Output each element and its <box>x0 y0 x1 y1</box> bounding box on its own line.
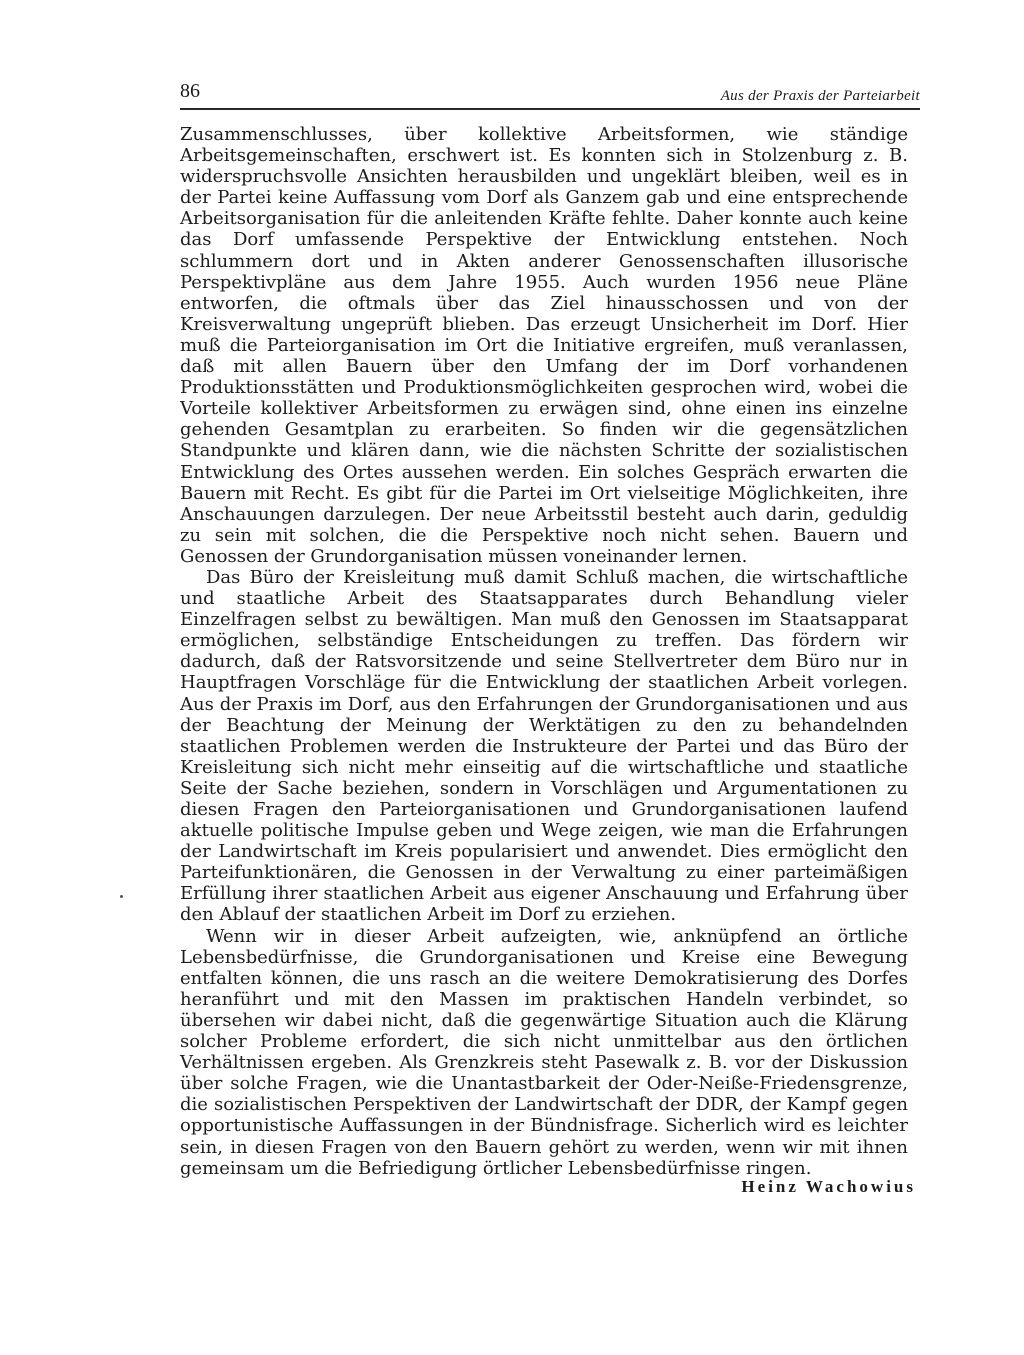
page-number: 86 <box>180 80 200 102</box>
article-body <box>180 124 908 1179</box>
author-signature: Heinz Wachowius <box>741 1177 916 1196</box>
margin-dot <box>120 895 123 898</box>
header-rule <box>180 108 920 110</box>
paragraph-2: Das Büro der Kreisleitung muß damit Schluß machen, die wirtschaftliche und staatliche Arbeit des Staatsapparates durch Behandlung vieler Einzelfragen selbst zu bewältigen. Man muß den Genossen im Staatsapparat ermöglichen, selbständige Entscheidungen zu treffen. Das fördern wir dadurch, daß der Ratsvorsitzende und seine Stellvertreter dem Büro nur in Hauptfragen Vorschläge für die Entwicklung der staatlichen Arbeit vorlegen. Aus der Praxis im Dorf, aus den Erfahrungen der Grundorganisationen und aus der Beachtung der Meinung der Werktätigen zu den zu behandelnden staatlichen Problemen werden die Instrukteure der Partei und das Büro der Kreisleitung sich nicht mehr einseitig auf die wirtschaftliche und staatliche Seite der Sache beziehen, sondern in Vorschlägen und Argumentationen zu diesen Fragen den Parteiorganisationen und Grundorganisationen laufend aktuelle politische Impulse geben und Wege zeigen, wie man die Erfahrungen der Landwirtschaft im Kreis popularisiert und anwendet. Dies ermöglicht den Parteifunktionären, die Genossen in der Verwaltung zu einer parteimäßigen Erfüllung ihrer staatlichen Arbeit aus eigener Anschauung und Erfahrung über den Ablauf der staatlichen Arbeit im Dorf zu erziehen. <box>180 566 908 926</box>
running-head: Aus der Praxis der Parteiarbeit <box>720 88 920 104</box>
paragraph-3: Wenn wir in dieser Arbeit aufzeigten, wie, anknüpfend an örtliche Lebensbedürfnisse, die Grundorganisationen und Kreise eine Bewegung entfalten können, die uns rasch an die weitere Demokratisierung des Dorfes heranführt und mit den Massen im praktischen Handeln verbindet, so übersehen wir dabei nicht, daß die gegenwärtige Situation auch die Klärung solcher Probleme erfordert, die sich nicht unmittelbar aus den örtlichen Verhältnissen ergeben. Als Grenzkreis steht Pasewalk z. B. vor der Diskussion über solche Fragen, wie die Unantastbarkeit der Oder-Neiße-Friedensgrenze, die sozialistischen Perspektiven der Landwirtschaft der DDR, der Kampf gegen opportunistische Auffassungen in der Bündnisfrage. Sicherlich wird es leichter sein, in diesen Fragen von den Bauern gehört zu werden, wenn wir mit ihnen gemeinsam um die Befriedigung örtlicher Lebensbedürfnisse ringen. <box>180 925 908 1179</box>
paragraph-1: Zusammenschlusses, über kollektive Arbeitsformen, wie ständige Arbeitsgemeinschaften, erschwert ist. Es konnten sich in Stolzenburg z. B. widerspruchsvolle Ansichten herausbilden und ungeklärt bleiben, weil es in der Partei keine Auffassung vom Dorf als Ganzem gab und eine entsprechende Arbeitsorganisation für die anleitenden Kräfte fehlte. Daher konnte auch keine das Dorf umfassende Perspektive der Entwicklung entstehen. Noch schlummern dort und in Akten anderer Genossenschaften illusorische Perspektivpläne aus dem Jahre 1955. Auch wurden 1956 neue Pläne entworfen, die oftmals über das Ziel hinausschossen und von der Kreisverwaltung ungeprüft blieben. Das erzeugt Unsicherheit im Dorf. Hier muß die Parteiorganisation im Ort die Initiative ergreifen, muß veranlassen, daß mit allen Bauern über den Umfang der im Dorf vorhandenen Produktionsstätten und Produktionsmöglichkeiten gesprochen wird, wobei die Vorteile kollektiver Arbeitsformen zu erwägen sind, ohne einen ins einzelne gehenden Gesamtplan zu erarbeiten. So finden wir die gegensätzlichen Standpunkte und klären dann, wie die nächsten Schritte der sozialistischen Entwicklung des Ortes aussehen werden. Ein solches Gespräch erwarten die Bauern mit Recht. Es gibt für die Partei im Ort vielseitige Möglichkeiten, ihre Anschauungen darzulegen. Der neue Arbeitsstil besteht auch darin, geduldig zu sein mit solchen, die die Perspektive noch nicht sehen. Bauern und Genossen der Grundorganisation müssen voneinander lernen. <box>180 124 908 567</box>
